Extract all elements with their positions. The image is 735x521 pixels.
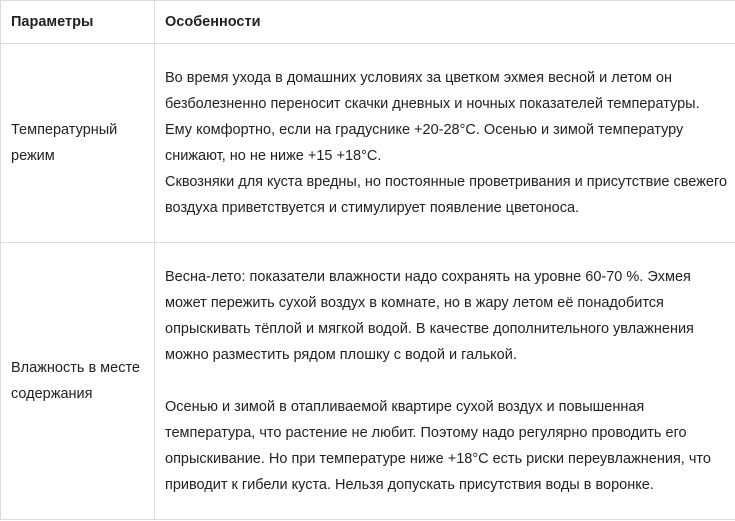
desc-cell-temperature <box>155 44 735 243</box>
header-features: Особенности <box>155 1 735 44</box>
table-row-humidity <box>1 243 735 520</box>
param-cell-humidity: Влажность в месте содержания <box>1 243 155 520</box>
temperature-paragraph-1: Во время ухода в домашних условиях за цветком эхмея весной и летом он безболезненно переносит скачки дневных и ночных показателей температуры. Ему комфортно, если на градуснике +20-28°С. Осенью и зимой температуру снижают, но не ниже +15 +18°С. <box>165 70 700 164</box>
humidity-paragraph-2: Осенью и зимой в отапливаемой квартире сухой воздух и повышенная температура, что растение не любит. Поэтому надо регулярно проводить его опрыскивание. Но при температуре ниже +18°С есть риски переувлажнения, что приводит к гибели куста. Нельзя допускать присутствия воды в воронке. <box>165 399 711 493</box>
paragraph-gap <box>165 368 727 394</box>
temperature-paragraph-2: Сквозняки для куста вредны, но постоянные проветривания и присутствие свежего воздуха приветствуется и стимулирует появление цветоноса. <box>165 174 728 216</box>
param-cell-temperature: Температурный режим <box>1 44 155 243</box>
desc-cell-humidity <box>155 243 735 520</box>
table-row-temperature <box>1 44 735 243</box>
table-header-row <box>1 1 735 44</box>
humidity-paragraph-1: Весна-лето: показатели влажности надо сохранять на уровне 60-70 %. Эхмея может пережить сухой воздух в комнате, но в жару летом её понадобится опрыскивать тёплой и мягкой водой. В качестве дополнительного увлажнения можно разместить рядом плошку с водой и галькой. <box>165 269 694 363</box>
header-parameters: Параметры <box>1 1 155 44</box>
